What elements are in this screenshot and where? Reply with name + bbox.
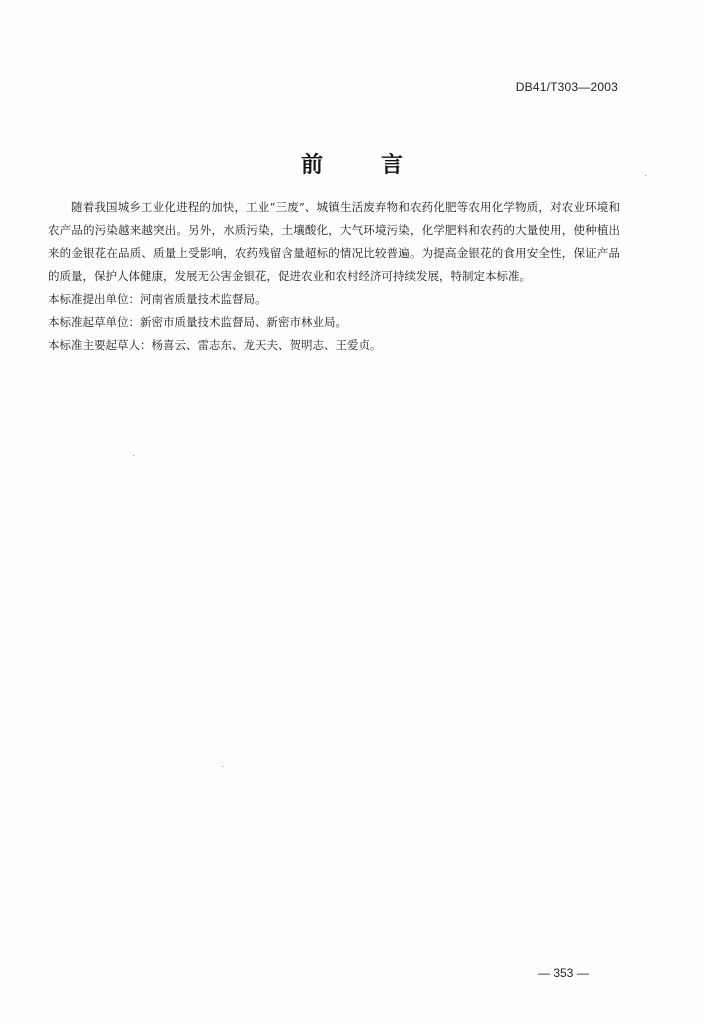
- document-body: [48, 196, 620, 357]
- scan-speck: [222, 766, 223, 767]
- scan-speck: [645, 175, 646, 176]
- drafters-line: 本标准主要起草人：杨喜云、雷志东、龙天夫、贺明志、王爱贞。: [48, 338, 382, 352]
- drafting-units-line: 本标准起草单位：新密市质量技术监督局、新密市林业局。: [48, 315, 347, 329]
- page-title: 前言: [300, 152, 461, 178]
- foreword-paragraph: 随着我国城乡工业化进程的加快，工业“三废”、城镇生活废弃物和农药化肥等农用化学物质，对农业环境和农产品的污染越来越突出。另外，水质污染，土壤酸化，大气环境污染，化学肥料和农药的大量使用，使种植出来的金银花在品质、质量上受影响，农药残留含量超标的情况比较普遍。为提高金银花的食用安全性，保证产品的质量，保护人体健康，发展无公害金银花，促进农业和农村经济可持续发展，特制定本标准。: [48, 200, 620, 283]
- standard-code: DB41/T303—2003: [515, 80, 618, 94]
- proposer-line: 本标准提出单位：河南省质量技术监督局。: [48, 292, 267, 306]
- page-number: — 353 —: [538, 966, 589, 980]
- scan-speck: [133, 455, 134, 456]
